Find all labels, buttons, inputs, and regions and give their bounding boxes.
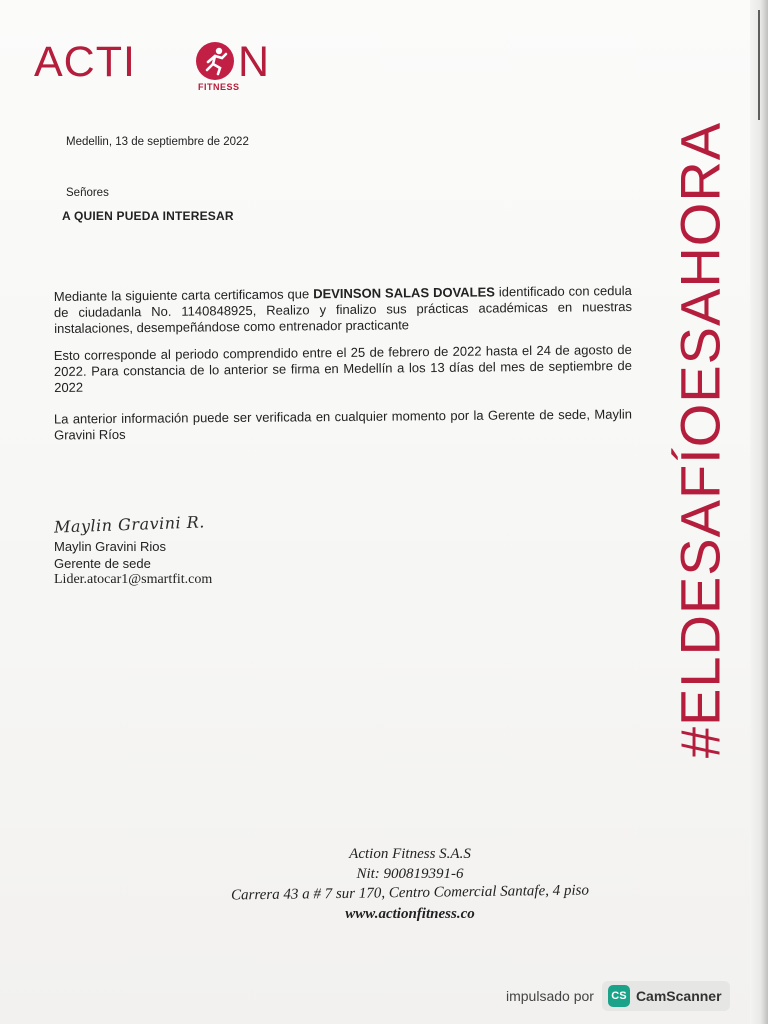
letter-addressee: A QUIEN PUEDA INTERESAR	[62, 209, 234, 223]
logo-subtitle: FITNESS	[198, 82, 240, 92]
powered-by-label: impulsado por	[506, 988, 594, 1004]
paragraph-certification	[54, 283, 632, 337]
camscanner-watermark	[506, 982, 730, 1010]
logo-word: ACTI	[34, 38, 136, 86]
paragraph-certification-suffix: identificado con cedula de ciudadanla No. 1140848925, Realizo y finalizo sus prácticas académicas en nuestras instalaciones, desempeñándose como entrenador practicante	[53, 282, 633, 337]
paragraph-period: Esto corresponde al periodo comprendido entre el 25 de febrero de 2022 hasta el 24 de agosto de 2022. Para constancia de lo anterior se firma en Medellín a los 13 días del mes de septiembre de 2022	[53, 341, 633, 396]
camscanner-badge	[602, 981, 730, 1011]
footer-company: Action Fitness S.A.S	[349, 846, 471, 862]
camscanner-label: CamScanner	[635, 988, 722, 1004]
vertical-slogan: #ELDESAFÍOESAHORA	[668, 121, 732, 759]
student-name: DEVINSON SALAS DOVALES	[313, 284, 495, 302]
page-edge-shadow	[750, 0, 768, 1024]
footer-address: Carrera 43 a # 7 sur 170, Centro Comercial Santafe, 4 piso	[230, 882, 590, 904]
footer-nit: Nit: 900819391-6	[356, 866, 464, 882]
action-fitness-logo	[34, 36, 270, 96]
footer-website: www.actionfitness.co	[345, 906, 475, 922]
signer-name: Maylin Gravini Rios	[54, 539, 166, 554]
paragraph-certification-prefix: Mediante la siguiente carta certificamos que	[53, 286, 314, 305]
page-edge-line	[758, 10, 760, 120]
signer-role: Gerente de sede	[54, 556, 151, 571]
camscanner-icon: CS	[608, 985, 630, 1007]
runner-icon	[196, 42, 234, 80]
signer-email: Lider.atocar1@smartfit.com	[54, 572, 213, 587]
letter-date: Medellin, 13 de septiembre de 2022	[66, 136, 249, 148]
paragraph-verification: La anterior información puede ser verificada en cualquier momento por la Gerente de sede, Maylin Gravini Ríos	[53, 406, 632, 443]
handwritten-signature: Maylin Gravini R.	[53, 512, 206, 537]
letter-salutation: Señores	[66, 187, 109, 199]
logo-word-end: N	[238, 38, 270, 86]
